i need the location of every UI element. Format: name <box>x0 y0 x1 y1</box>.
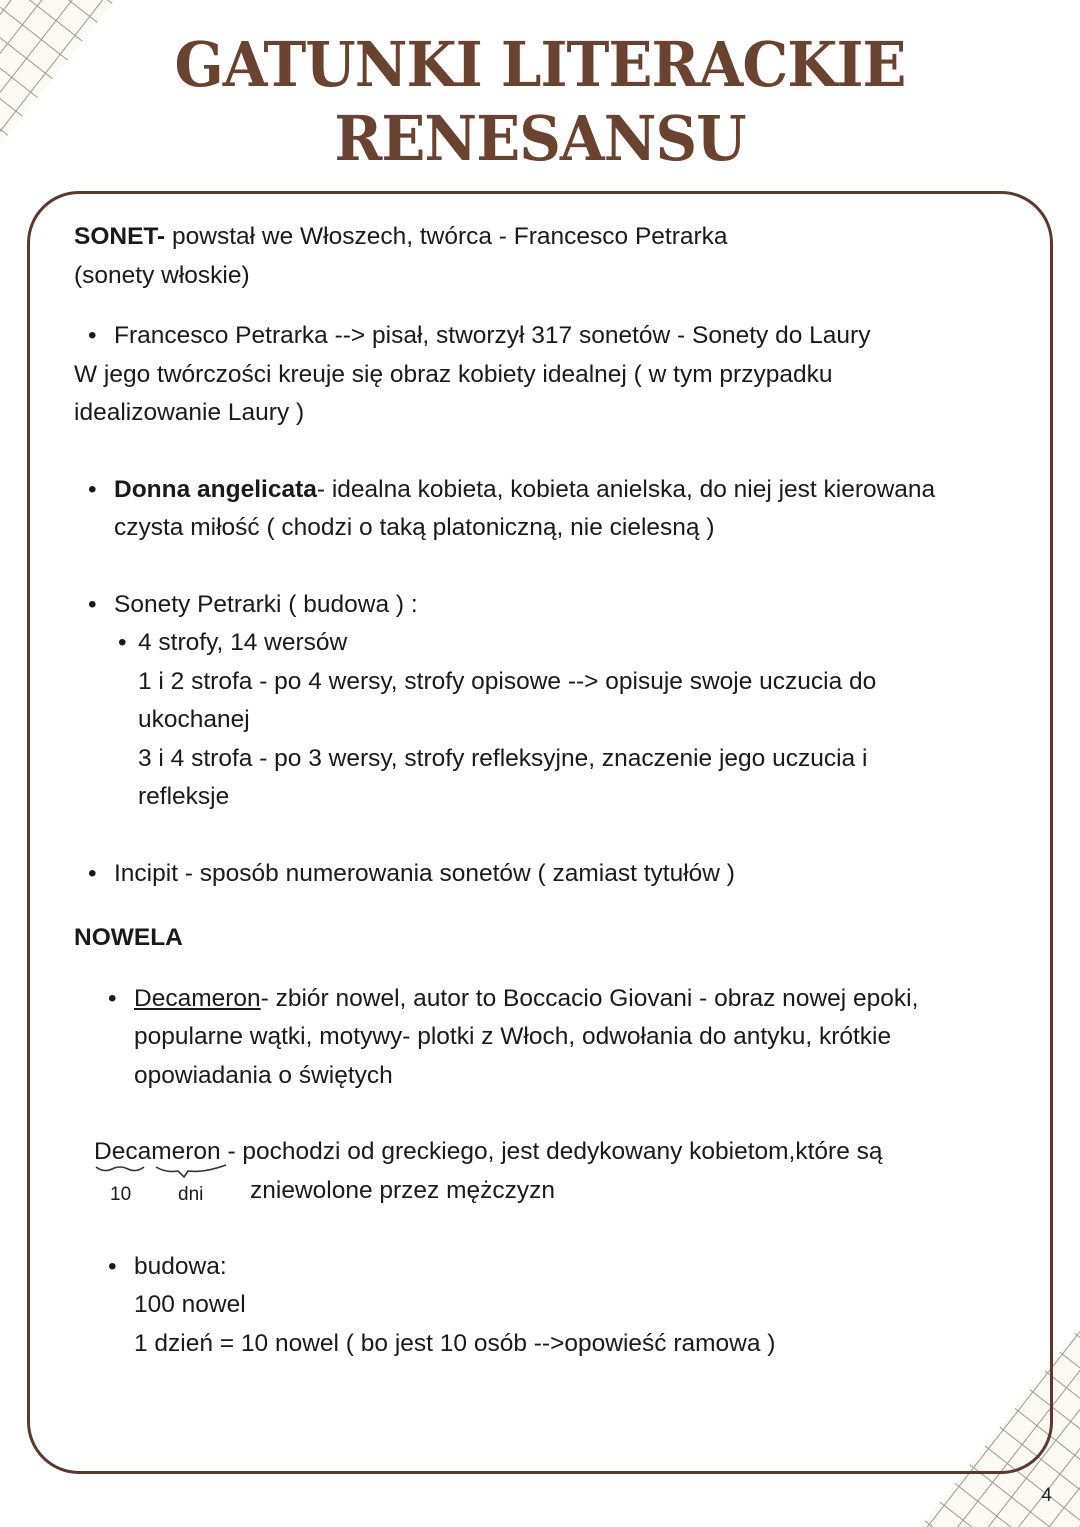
etymology-notes <box>74 1172 1024 1210</box>
petrarka-line-2: W jego twórczości kreuje się obraz kobiety idealnej ( w tym przypadku <box>74 360 833 388</box>
incipit-bullet: • Incipit - sposób numerowania sonetów ( zamiast tytułów ) <box>74 855 1024 894</box>
petrarka-line-3: idealizowanie Laury ) <box>74 399 305 426</box>
budowa-line-3: 3 i 4 strofa - po 3 wersy, strofy refleksyjne, znaczenie jego uczucia i <box>138 744 868 772</box>
sonet-intro-2: (sonety włoskie) <box>74 261 250 289</box>
decameron-line-2: popularne wątki, motywy- plotki z Włoch, odwołania do antyku, krótkie <box>134 1023 892 1050</box>
etymology-line-2: zniewolone przez mężczyzn <box>250 1176 556 1204</box>
nowela-budowa-line-1: 100 nowel <box>134 1291 246 1318</box>
budowa-bullet: • Sonety Petrarki ( budowa ) : <box>74 586 1024 625</box>
nowela-heading: NOWELA <box>74 924 183 951</box>
budowa-sub-bullet: • 4 strofy, 14 wersów <box>74 624 1024 663</box>
petrarka-bullet: • Francesco Petrarka --> pisał, stworzył 317 sonetów - Sonety do Laury <box>74 317 1024 356</box>
decameron-line-3: opowiadania o świętych <box>134 1061 393 1089</box>
donna-line-2: czysta miłość ( chodzi o taką platoniczną, nie cielesną ) <box>114 514 715 541</box>
page-number: 4 <box>1041 1485 1052 1506</box>
decameron-term: Decameron <box>134 984 261 1012</box>
sonet-intro: SONET- powstał we Włoszech, twórca - Francesco Petrarka <box>74 223 728 250</box>
budowa-line-4: refleksje <box>138 783 230 810</box>
title-line-2: RENESANSU <box>334 102 746 175</box>
donna-term: Donna angelicata <box>114 475 317 503</box>
decameron-bullet: • Decameron- zbiór nowel, autor to Boccacio Giovani - obraz nowej epoki, <box>74 980 1024 1019</box>
etymology-line: Decameron - pochodzi od greckiego, jest dedykowany kobietom,które są <box>74 1133 1024 1172</box>
budowa-line-1: 1 i 2 strofa - po 4 wersy, strofy opisowe --> opisuje swoje uczucia do <box>138 667 877 695</box>
donna-bullet: • Donna angelicata- idealna kobieta, kobieta anielska, do niej jest kierowana <box>74 471 1024 510</box>
nowela-budowa-line-2: 1 dzień = 10 nowel ( bo jest 10 osób -->opowieść ramowa ) <box>134 1329 776 1357</box>
nowela-budowa-bullet: • budowa: <box>74 1248 1024 1287</box>
page-title <box>38 28 1042 176</box>
content <box>74 218 1024 1363</box>
note-10: 10 <box>110 1183 132 1205</box>
sonet-heading: SONET- <box>74 223 166 250</box>
budowa-line-2: ukochanej <box>138 706 250 733</box>
note-dni: dni <box>178 1183 204 1205</box>
title-line-1: GATUNKI LITERACKIE <box>174 28 906 101</box>
etymology-word: Decameron <box>94 1133 221 1172</box>
